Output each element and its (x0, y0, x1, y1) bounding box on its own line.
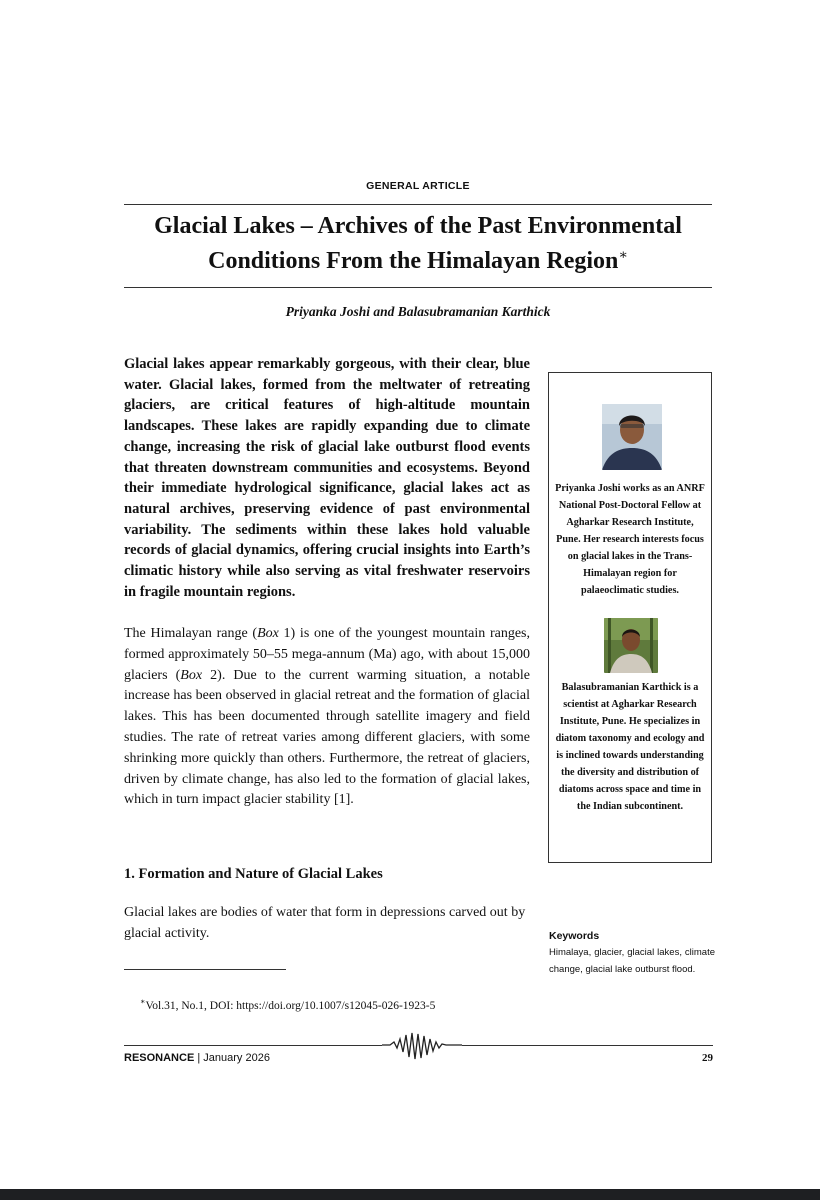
keywords-title: Keywords (549, 930, 600, 942)
footnote-rule (124, 969, 286, 970)
keywords-text: Himalaya, glacier, glacial lakes, climate change, glacial lake outburst flood. (549, 947, 715, 975)
bio-karthick: Balasubramanian Karthick is a scientist at Agharkar Research Institute, Pune. He specializes in diatom taxonomy and ecology and is inclined towards understanding the diversity and distribution of diatoms across space and time in the Indian subcontinent. (555, 682, 705, 812)
issue-date: January 2026 (203, 1052, 270, 1064)
page-number: 29 (702, 1052, 713, 1064)
author-photo-priyanka (602, 404, 662, 470)
title-footnote-marker: ∗ (618, 248, 628, 263)
title-text: Glacial Lakes – Archives of the Past Environmental Conditions From the Himalayan Region (154, 213, 682, 274)
authors: Priyanka Joshi and Balasubramanian Karthick (285, 304, 551, 319)
footer-separator: | (197, 1052, 201, 1064)
title-top-rule (124, 204, 712, 205)
box2-reference[interactable]: Box (180, 667, 203, 683)
page-footer (124, 1052, 713, 1064)
footnote-text[interactable]: Vol.31, No.1, DOI: https://doi.org/10.1007/s12045-026-1923-5 (145, 999, 436, 1012)
box1-reference[interactable]: Box (257, 626, 279, 641)
title-bottom-rule (124, 287, 712, 288)
author-bio-box (548, 372, 712, 863)
bio-priyanka: Priyanka Joshi works as an ANRF National Post-Doctoral Fellow at Agharkar Research Institute, Pune. Her research interests focus on glacial lakes in the Trans-Himalayan region for palaeoclimatic studies. (555, 483, 705, 596)
keywords-box (549, 930, 715, 978)
section-paragraph: Glacial lakes are bodies of water that form in depressions carved out by glacial activity. (124, 905, 526, 941)
journal-name: RESONANCE (124, 1052, 195, 1064)
footer-rule-left (124, 1045, 382, 1046)
abstract: Glacial lakes appear remarkably gorgeous, with their clear, blue water. Glacial lakes, formed from the meltwater of retreating glaciers, are critical features of high-altitude mountain landscapes. These lakes are rapidly expanding due to climate change, increasing the risk of glacial lake outburst flood events that threaten downstream communities and ecosystems. Beyond their immediate hydrological significance, glacial lakes act as natural archives, preserving evidence of past environmental variability. The sediments within these lakes hold valuable records of glacial dynamics, offering crucial insights into Earth’s climatic history while also serving as vital freshwater reservoirs in fragile mountain regions. (124, 356, 530, 600)
footer-rule-right (462, 1045, 713, 1046)
article-title (124, 212, 712, 276)
author-photo-karthick (604, 618, 658, 673)
viewer-bottom-bar (0, 1189, 820, 1200)
intro-paragraph: The Himalayan range (Box 1) is one of the youngest mountain ranges, formed approximately 50–55 mega-annum (Ma) ago, with about 15,000 glaciers (Box 2). Due to the current warming situation, a notable increase has been observed in glacial retreat and the formation of glacial lakes. This has been documented through satellite imagery and field studies. The rate of retreat varies among different glaciers, with some shrinking more quickly than others. Furthermore, the retreat of glaciers, driven by climate change, has also led to the formation of glacial lakes, which in turn impact glacier stability [1]. (124, 626, 530, 808)
footnote (140, 997, 435, 1012)
section-heading: 1. Formation and Nature of Glacial Lakes (124, 866, 383, 882)
footnote-marker: ∗ (140, 997, 146, 1006)
section-label: GENERAL ARTICLE (366, 180, 470, 192)
